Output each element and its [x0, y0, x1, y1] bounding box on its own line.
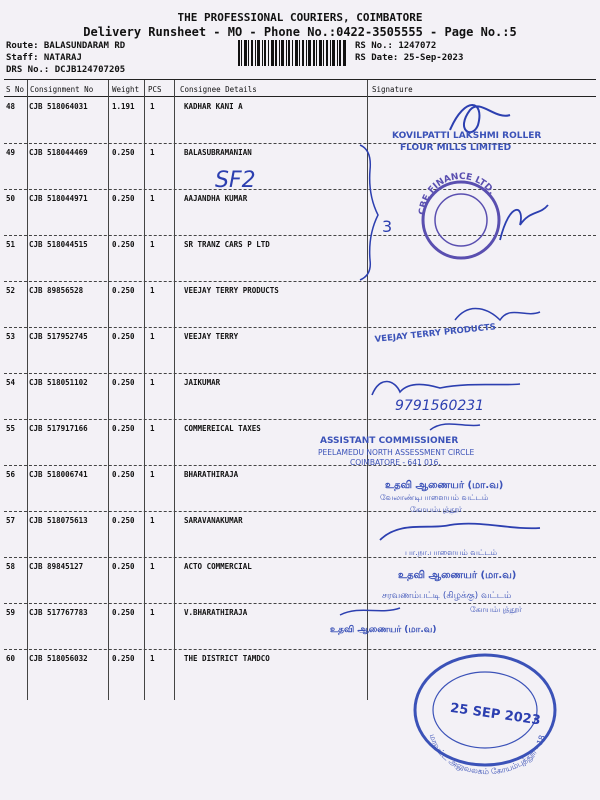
table-row	[4, 373, 596, 420]
column-header-consignment: Consignment No	[30, 85, 94, 94]
row-pcs: 1	[150, 332, 155, 341]
table-row	[4, 189, 596, 236]
row-weight: 1.191	[112, 102, 135, 111]
row-pcs: 1	[150, 194, 155, 203]
flour-mills-stamp: FLOUR MILLS LIMITED	[400, 143, 512, 153]
row-weight: 0.250	[112, 562, 135, 571]
row-weight: 0.250	[112, 286, 135, 295]
row-consignment: CJB 518044469	[29, 148, 88, 157]
round-seal-text: மாவட்ட அலுவலகம் கோயம்புத்தூர் - 18	[427, 732, 547, 777]
row-consignment: CJB 518075613	[29, 516, 88, 525]
table-row	[4, 603, 596, 650]
row-consignment: CJB 518064031	[29, 102, 88, 111]
row-sno: 52	[6, 286, 16, 295]
row-consignee: BALASUBRAMANIAN	[184, 148, 252, 157]
phone-handwriting: 9791560231	[395, 398, 485, 414]
table-row	[4, 143, 596, 190]
tamil-asst-stamp-3: உதவி ஆணையர் (மா.வ)	[330, 625, 437, 635]
row-sno: 51	[6, 240, 16, 249]
tamil-saravana-stamp: சரவணம்பட்டி (கிழக்கு) வட்டம்	[382, 591, 512, 601]
row-weight: 0.250	[112, 516, 135, 525]
veejay-stamp: VEEJAY TERRY PRODUCTS	[374, 322, 497, 345]
row-sno: 50	[6, 194, 16, 203]
row-weight: 0.250	[112, 424, 135, 433]
row-sno: 58	[6, 562, 16, 571]
row-pcs: 1	[150, 378, 155, 387]
company-title: THE PROFESSIONAL COURIERS, COIMBATORE	[177, 11, 423, 24]
column-header-signature: Signature	[372, 85, 413, 94]
row-pcs: 1	[150, 470, 155, 479]
row-pcs: 1	[150, 148, 155, 157]
drs-number: DRS No.: DCJB124707205	[6, 65, 126, 75]
tamil-kovai-stamp-2: கோயம்புத்தூர்	[470, 605, 523, 614]
row-consignee: VEEJAY TERRY	[184, 332, 239, 341]
row-sno: 49	[6, 148, 16, 157]
tamil-kovai-stamp: கோயம்புத்தூர்	[410, 505, 463, 514]
assistant-commissioner-stamp: ASSISTANT COMMISSIONER	[320, 436, 459, 446]
row-pcs: 1	[150, 654, 155, 663]
table-row	[4, 235, 596, 282]
table-row	[4, 327, 596, 374]
row-pcs: 1	[150, 608, 155, 617]
row-consignment: CJB 518051102	[29, 378, 88, 387]
table-row	[4, 281, 596, 328]
row-sno: 53	[6, 332, 16, 341]
tamil-asst-stamp: உதவி ஆணையர் (மா.வ)	[385, 480, 504, 491]
column-header-sno: S No	[6, 85, 25, 94]
row-sno: 57	[6, 516, 16, 525]
row-consignment: CJB 517917166	[29, 424, 88, 433]
row-sno: 59	[6, 608, 16, 617]
row-pcs: 1	[150, 102, 155, 111]
row-sno: 56	[6, 470, 16, 479]
row-consignee: THE DISTRICT TAMDCO	[184, 654, 270, 663]
svg-text:மாவட்ட அலுவலகம் கோயம்புத்தூர்	[428, 733, 547, 776]
row-weight: 0.250	[112, 240, 135, 249]
date-stamp: 25 SEP 2023	[449, 700, 542, 729]
row-pcs: 1	[150, 516, 155, 525]
column-header-pcs: PCS	[148, 85, 162, 94]
row-sno: 60	[6, 654, 16, 663]
row-consignee: VEEJAY TERRY PRODUCTS	[184, 286, 279, 295]
row-pcs: 1	[150, 286, 155, 295]
rs-number: RS No.: 1247072	[355, 41, 437, 51]
row-consignment: CJB 517952745	[29, 332, 88, 341]
row-consignee: BHARATHIRAJA	[184, 470, 239, 479]
row-weight: 0.250	[112, 608, 135, 617]
kovilpatti-stamp: KOVILPATTI LAKSHMI ROLLER	[392, 131, 542, 141]
row-consignment: CJB 518056032	[29, 654, 88, 663]
row-weight: 0.250	[112, 654, 135, 663]
row-pcs: 1	[150, 562, 155, 571]
handwriting-sf2: SF2	[215, 168, 256, 193]
row-consignment: CJB 518006741	[29, 470, 88, 479]
coimbatore-stamp: COIMBATORE - 641 016.	[350, 458, 441, 467]
row-weight: 0.250	[112, 194, 135, 203]
tamil-velandi-stamp: வேலாண்டிபாளையம் வட்டம்	[380, 493, 489, 502]
table-row	[4, 557, 596, 604]
row-consignee: ACTO COMMERCIAL	[184, 562, 252, 571]
finance-seal-text: CBE FINANCE LTD.	[417, 171, 497, 216]
row-consignment: CJB 518044971	[29, 194, 88, 203]
row-consignee: JAIKUMAR	[184, 378, 221, 387]
tamil-pana-stamp: பா.நா.பாளையம் வட்டம்	[405, 548, 498, 557]
column-header-details: Consignee Details	[180, 85, 257, 94]
row-consignee: AAJANDHA KUMAR	[184, 194, 248, 203]
row-consignee: SARAVANAKUMAR	[184, 516, 243, 525]
staff-label: Staff: NATARAJ	[6, 53, 82, 63]
row-sno: 55	[6, 424, 16, 433]
row-consignee: COMMEREICAL TAXES	[184, 424, 261, 433]
row-consignment: CJB 517767783	[29, 608, 88, 617]
route-label: Route: BALASUNDARAM RD	[6, 41, 126, 51]
barcode	[238, 40, 346, 66]
tamil-asst-stamp-2: உதவி ஆணையர் (மா.வ)	[398, 570, 517, 581]
table-row	[4, 419, 596, 466]
row-consignment: CJB 518044515	[29, 240, 88, 249]
row-consignee: KADHAR KANI A	[184, 102, 243, 111]
row-weight: 0.250	[112, 332, 135, 341]
row-weight: 0.250	[112, 378, 135, 387]
row-consignment: CJB 89856528	[29, 286, 84, 295]
runsheet-subtitle: Delivery Runsheet - MO - Phone No.:0422-3505555 - Page No.:5	[83, 25, 517, 39]
row-pcs: 1	[150, 240, 155, 249]
row-consignment: CJB 89845127	[29, 562, 84, 571]
table-row	[4, 649, 596, 695]
table-row	[4, 97, 596, 144]
column-header-weight: Weight	[112, 85, 140, 94]
row-sno: 48	[6, 102, 16, 111]
table-row	[4, 465, 596, 512]
row-sno: 54	[6, 378, 16, 387]
row-weight: 0.250	[112, 470, 135, 479]
row-weight: 0.250	[112, 148, 135, 157]
row-pcs: 1	[150, 424, 155, 433]
rs-date: RS Date: 25-Sep-2023	[355, 53, 464, 63]
header-top-rule	[4, 79, 596, 80]
row-consignee: V.BHARATHIRAJA	[184, 608, 248, 617]
row-consignee: SR TRANZ CARS P LTD	[184, 240, 270, 249]
handwriting-3: 3	[382, 217, 393, 236]
peelamedu-stamp: PEELAMEDU NORTH ASSESSMENT CIRCLE	[318, 448, 475, 457]
table-row	[4, 511, 596, 558]
